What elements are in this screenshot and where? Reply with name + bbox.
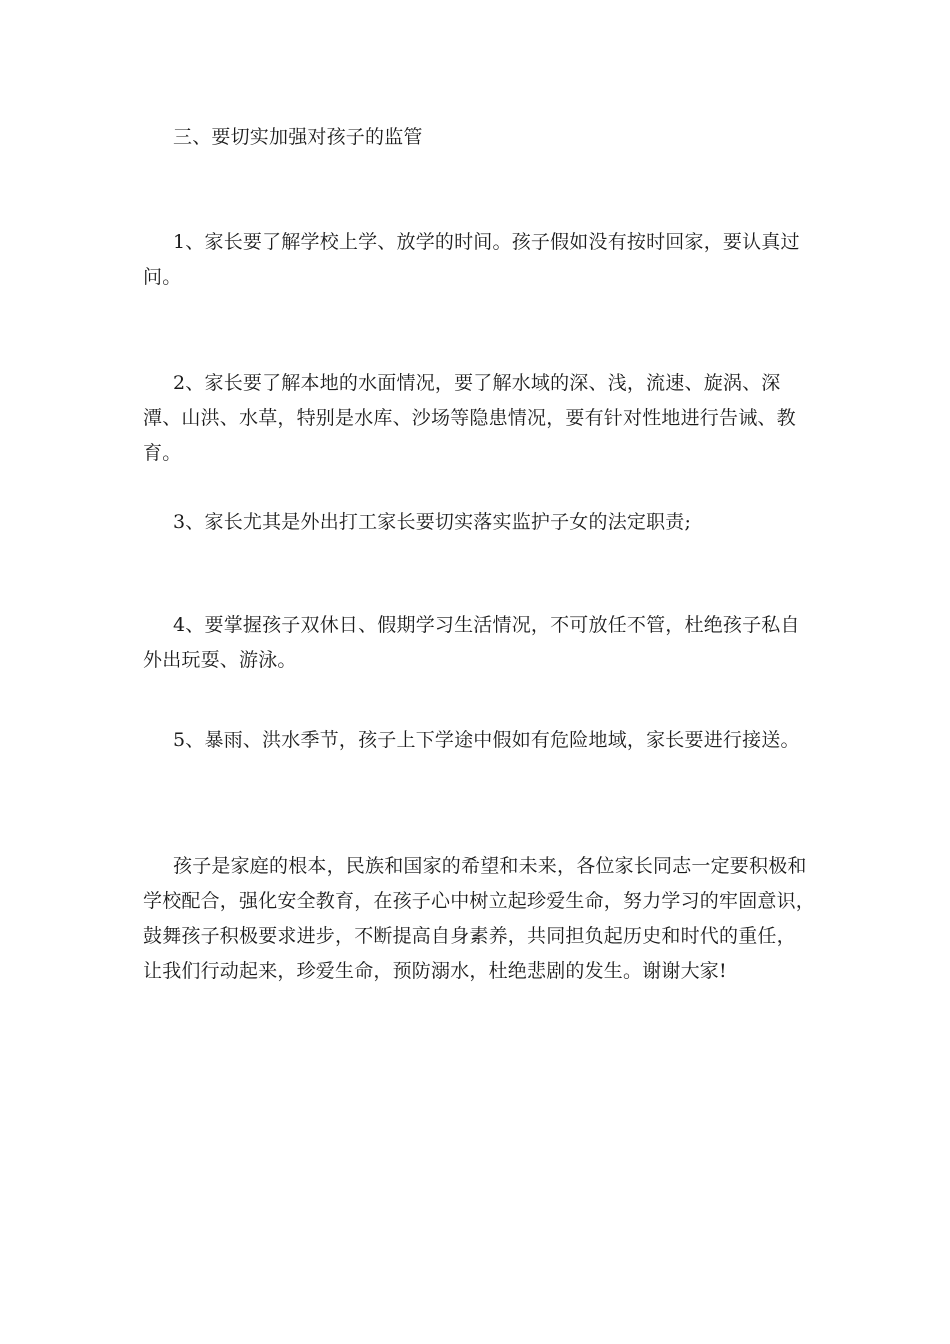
closing-line-1: 孩子是家庭的根本，民族和国家的希望和未来，各位家长同志一定要积极和: [173, 855, 807, 877]
list-item-5: 5、暴雨、洪水季节，孩子上下学途中假如有危险地域，家长要进行接送。: [173, 729, 800, 751]
closing-line-4: 让我们行动起来，珍爱生命，预防溺水，杜绝悲剧的发生。谢谢大家!: [143, 960, 727, 982]
section-heading: 三、要切实加强对孩子的监管: [173, 126, 423, 148]
closing-paragraph: [143, 849, 815, 989]
list-item-2: 2、家长要了解本地的水面情况，要了解水域的深、浅，流速、旋涡、深潭、山洪、水草，特别是水库、沙场等隐患情况，要有针对性地进行告诫、教育。: [143, 372, 796, 464]
closing-line-3: 鼓舞孩子积极要求进步，不断提高自身素养，共同担负起历史和时代的重任，: [143, 925, 796, 947]
closing-line-2: 学校配合，强化安全教育，在孩子心中树立起珍爱生命，努力学习的牢固意识，: [143, 890, 816, 912]
list-item-1: 1、家长要了解学校上学、放学的时间。孩子假如没有按时回家，要认真过问。: [143, 231, 800, 288]
list-item-3: 3、家长尤其是外出打工家长要切实落实监护子女的法定职责;: [173, 511, 692, 533]
list-item-4: 4、要掌握孩子双休日、假期学习生活情况，不可放任不管，杜绝孩子私自外出玩耍、游泳。: [143, 614, 800, 671]
